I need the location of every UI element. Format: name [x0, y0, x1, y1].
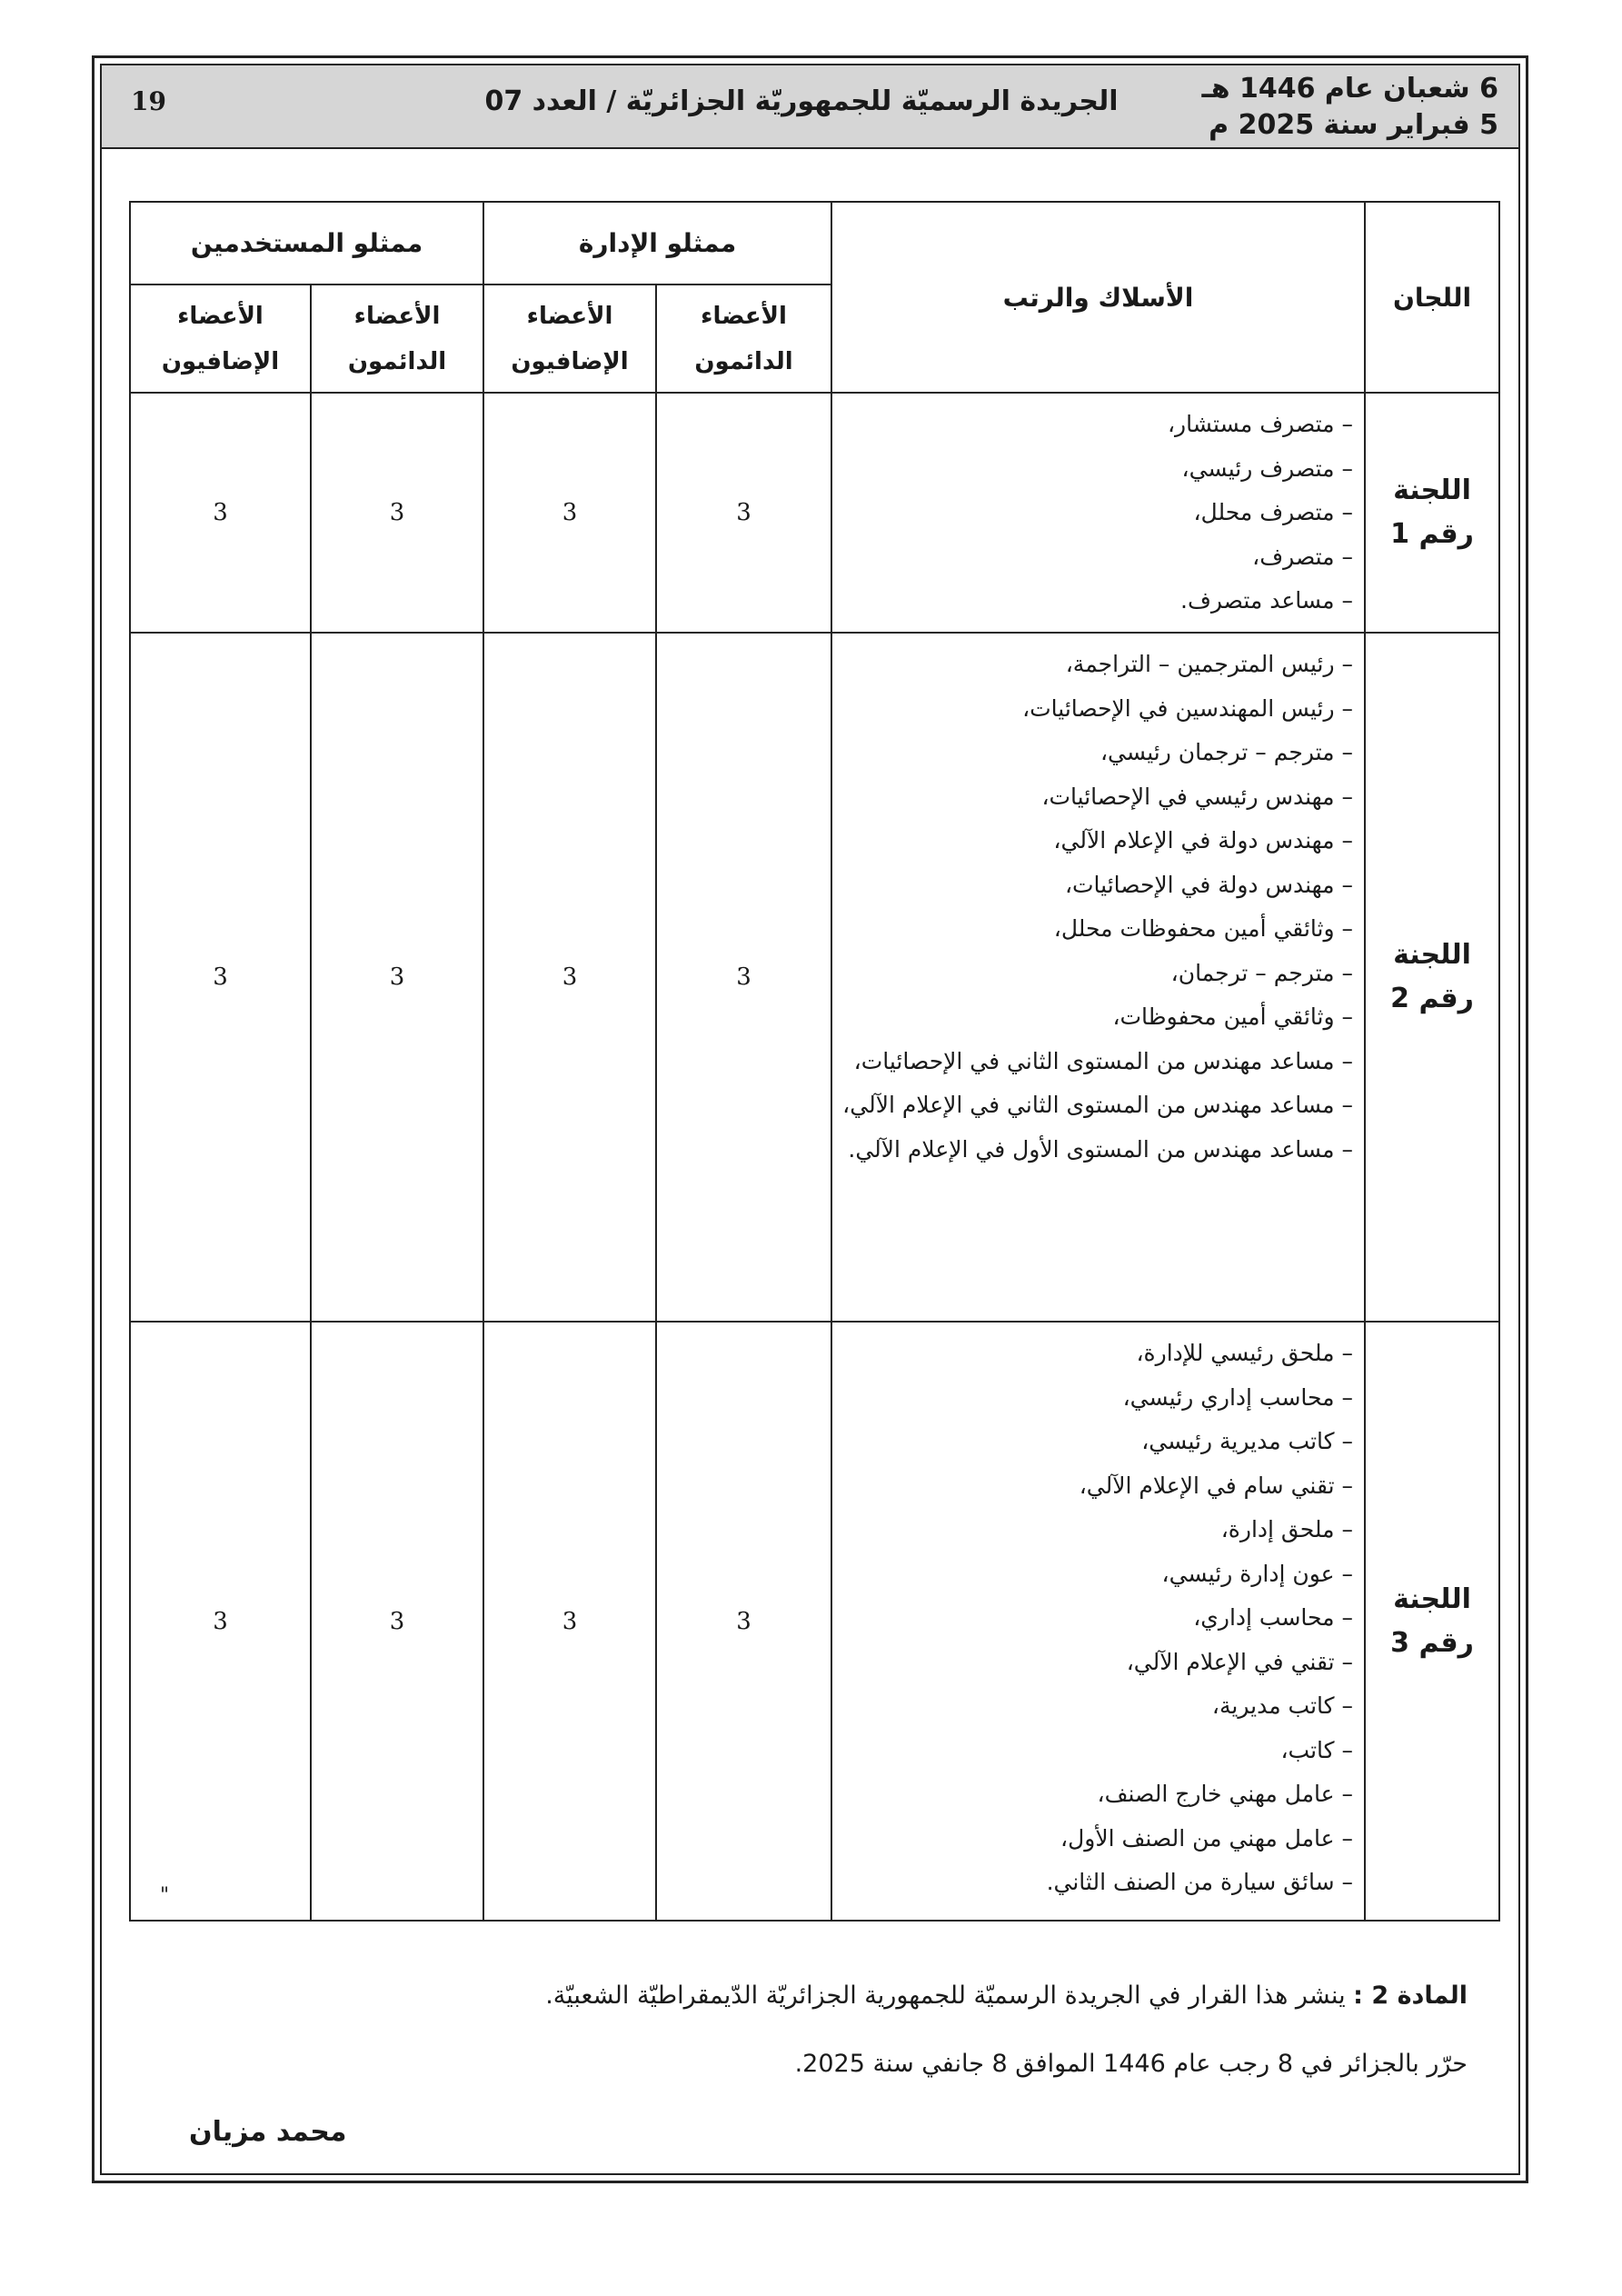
grade-item: – مترجم – ترجمان رئيسي، — [1100, 739, 1354, 765]
admin-permanent-count: 3 — [656, 393, 831, 633]
done-at-statement: حرّر بالجزائر في 8 رجب عام 1446 الموافق 8 جانفي سنة 2025. — [794, 2050, 1468, 2078]
grade-item: – مهندس رئيسي في الإحصائيات، — [1041, 783, 1354, 810]
committee-cell: اللجنة رقم 2 — [1365, 633, 1499, 1322]
staff-alternate-count: 3 " — [130, 1322, 311, 1921]
grade-item: – وثائقي أمين محفوظات محلل، — [1053, 915, 1354, 942]
grade-item: – ملحق رئيسي للإدارة، — [1136, 1340, 1354, 1366]
grade-item: – عون إدارة رئيسي، — [1161, 1560, 1354, 1587]
grade-item: – مساعد مهندس من المستوى الثاني في الإحصائيات، — [853, 1047, 1354, 1074]
gazette-title: الجريدة الرسميّة للجمهوريّة الجزائريّة / العدد 07 — [484, 85, 1119, 117]
staff-permanent-count: 3 — [311, 633, 483, 1322]
grade-item: – مساعد مهندس من المستوى الثاني في الإعلام الآلي، — [842, 1092, 1354, 1118]
grade-item: – مترجم – ترجمان، — [1170, 959, 1354, 986]
grade-item: – كاتب مديرية، — [1211, 1692, 1354, 1719]
grade-item: – رئيس المترجمين – التراجمة، — [1065, 651, 1354, 677]
admin-alternate-count: 3 — [483, 1322, 656, 1921]
header-admin-alternate: الأعضاء الإضافيون — [483, 285, 656, 393]
grade-item: – مهندس دولة في الإحصائيات، — [1064, 871, 1354, 898]
grade-item: – سائق سيارة من الصنف الثاني. — [1046, 1869, 1354, 1895]
page-header — [102, 65, 1518, 149]
admin-permanent-count: 3 — [656, 633, 831, 1322]
admin-alternate-count: 3 — [483, 633, 656, 1322]
grade-item: – مساعد متصرف. — [1180, 587, 1354, 614]
header-admin-reps: ممثلو الإدارة — [483, 202, 831, 285]
grade-item: – تقني في الإعلام الآلي، — [1126, 1648, 1354, 1675]
grades-cell — [831, 633, 1365, 1322]
grade-item: – تقني سام في الإعلام الآلي، — [1079, 1472, 1354, 1499]
grade-item: – كاتب، — [1280, 1736, 1354, 1763]
header-staff-alternate: الأعضاء الإضافيون — [130, 285, 311, 393]
article-label: المادة 2 : — [1353, 1982, 1468, 2010]
table-row — [130, 633, 1499, 1322]
grade-item: – وثائقي أمين محفوظات، — [1112, 1003, 1354, 1030]
signature: محمد مزيان — [189, 2116, 347, 2148]
staff-permanent-count: 3 — [311, 1322, 483, 1921]
grades-cell — [831, 1322, 1365, 1921]
grade-item: – كاتب مديرية رئيسي، — [1141, 1428, 1354, 1454]
header-staff-reps: ممثلو المستخدمين — [130, 202, 483, 285]
grade-item: – عامل مهني من الصنف الأول، — [1060, 1824, 1354, 1852]
committees-table — [129, 201, 1500, 1922]
header-grades: الأسلاك والرتب — [831, 202, 1365, 393]
article-text: ينشر هذا القرار في الجريدة الرسميّة للجمهورية الجزائريّة الدّيمقراطيّة الشعبيّة. — [545, 1982, 1346, 2010]
header-staff-permanent: الأعضاء الدائمون — [311, 285, 483, 393]
grade-item: – متصرف رئيسي، — [1181, 454, 1354, 482]
committee-cell: اللجنة رقم 1 — [1365, 393, 1499, 633]
grade-item: – ملحق إدارة، — [1220, 1516, 1354, 1542]
gregorian-date: 5 فبراير سنة 2025 م — [1209, 109, 1498, 141]
hijri-date: 6 شعبان عام 1446 هـ — [1201, 73, 1498, 105]
grade-item: – متصرف محلل، — [1193, 499, 1354, 525]
staff-alternate-count: 3 — [130, 393, 311, 633]
staff-permanent-count: 3 — [311, 393, 483, 633]
header-admin-permanent: الأعضاء الدائمون — [656, 285, 831, 393]
grade-item: – متصرف مستشار، — [1167, 411, 1354, 437]
table-row — [130, 393, 1499, 633]
admin-permanent-count: 3 — [656, 1322, 831, 1921]
grade-item: – مساعد مهندس من المستوى الأول في الإعلام الآلي. — [848, 1135, 1354, 1163]
closing-quote: " — [160, 1884, 170, 1907]
staff-alternate-count: 3 — [130, 633, 311, 1322]
grade-item: – مهندس دولة في الإعلام الآلي، — [1053, 827, 1354, 854]
header-dates — [1201, 71, 1498, 144]
grade-item: – متصرف، — [1252, 543, 1354, 570]
grade-item: – عامل مهني خارج الصنف، — [1097, 1781, 1354, 1807]
grade-item: – رئيس المهندسين في الإحصائيات، — [1022, 694, 1354, 722]
header-committees: اللجان — [1365, 202, 1499, 393]
grade-item: – محاسب إداري، — [1193, 1604, 1354, 1631]
page-number: 19 — [131, 86, 166, 116]
table-row — [130, 1322, 1499, 1921]
table-header-row — [130, 202, 1499, 285]
article-2 — [545, 1982, 1468, 2010]
committee-cell: اللجنة رقم 3 — [1365, 1322, 1499, 1921]
grades-cell — [831, 393, 1365, 633]
grade-item: – محاسب إداري رئيسي، — [1122, 1383, 1354, 1411]
admin-alternate-count: 3 — [483, 393, 656, 633]
